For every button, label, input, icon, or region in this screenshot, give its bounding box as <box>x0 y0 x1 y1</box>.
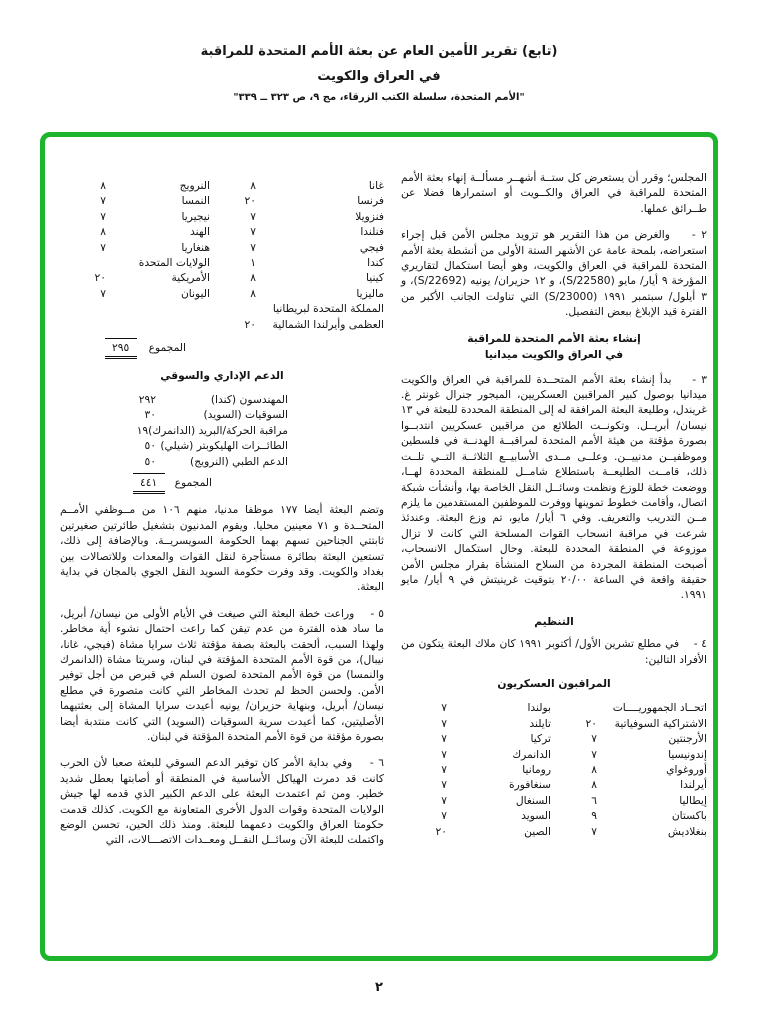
country-b-count: ٢٠ <box>435 824 447 838</box>
country-b-name: هنغاريا <box>181 240 210 254</box>
observers-table-row <box>401 793 707 808</box>
country-a-count: ٦ <box>591 793 597 807</box>
country-b-name: اليونان <box>180 286 210 300</box>
observers-table-row <box>401 777 707 792</box>
country-a-name: فنزويلا <box>355 209 384 223</box>
country-a-count: ٧ <box>250 240 256 254</box>
country-b-count: ٨ <box>100 179 106 192</box>
country-a-count: ٨ <box>250 179 256 192</box>
paragraph-2: ٢ - والغرض من هذا التقرير هو تزويد مجلس الأمن قبل إجراء استعراضه، بلمحة عامة عن الأشهر الستة الأولى من أنشطة بعثة الأمم المتحدة للمراقبة في العراق والكويت، وهو أيضا استكمال لتقاريري المؤرخة ٩ أيار/ مايو (S/22580)، و ١٢ حزيران/ يونيه (S/22692)، و ٣ أيلول/ سبتمبر ١٩٩١ (S/23000) التي تناولت الجانب الأكبر من الفترة قيد الإبلاغ ببعض التفصيل. <box>401 228 707 319</box>
observers-table-row <box>60 209 384 224</box>
country-a-count: ٩ <box>591 809 597 823</box>
section-heading-admin-support: الدعم الإداري والسوقي <box>160 369 284 383</box>
observers-table-row <box>60 301 384 316</box>
country-b-count: ٧ <box>441 778 447 792</box>
total-label: المجموع <box>174 475 212 489</box>
country-a-count: ٨ <box>250 271 256 285</box>
country-a-name: فرنسا <box>357 194 384 208</box>
header-title-line1: (تابع) تقرير الأمين العام عن بعثة الأمم المتحدة للمراقبة <box>200 44 558 59</box>
support-row <box>120 407 288 422</box>
country-b-count: ٧ <box>441 809 447 823</box>
country-a-name: اتحــاد الجمهوريــــات <box>612 701 707 715</box>
support-label: السوقيات (السويد) <box>203 408 288 422</box>
observers-table-part2 <box>60 178 384 359</box>
column-left <box>60 170 384 854</box>
observers-table-row <box>401 808 707 823</box>
country-b-count: ٧ <box>100 240 106 254</box>
country-a-count: ٧ <box>250 209 256 223</box>
country-b-name: سنغافورة <box>509 778 551 792</box>
column-right <box>401 170 707 839</box>
observers-table-row <box>60 286 384 301</box>
paragraph-3: ٣ - بدأ إنشاء بعثة الأمم المتحــدة للمراقبة في العراق والكويت ميدانيا بوصول كبير المراقبين العسكريين، الميجور جنرال غونتر غ. غريندل، وطليعة البعثة المرافقة له إلى المنطقة المحددة للبعثة في ١٣ نيسان/ أبريــل. وتكونــت الطلائع من مراقبين عسكريين انتدبــوا بصورة مؤقتة من هيئة الأمم المتحدة لمراقبــة الهدنــة في فلسطين وموظفيــن مدنييــن. وعلــى مــدى الأسابيــع الثلاثــة التــي تلــت ذلك، قامــت الطليعــة باستطلاع شامــل للمنطقة المحددة لهــا، ووضعت خطة للوزع ونظمت وسائــل النقل الخاصة بها، وأنشأت شبكة اتصال، وأقامت خطوط تموينها ووفرت للموظفين المستقدمين ما يلزم مــن التدريب والتعريف. وفي ٦ أيار/ مايو، تم وزع البعثة. وعندئذ شرعت في مراقبة انسحاب القوات المسلحة التي كانت لا تزال موزوعة في المنطقة المحددة للبعثة. وحال استكمال الانسحاب، أصبحت المنطقة المجردة من السلاح المنشأة بقرار مجلس الأمن حقيقة واقعة في الساعة ٢٠/٠٠ بتوقيت غرينيتش في ٩ أيار/ مايو ١٩٩١. <box>401 372 707 602</box>
country-a-name: بنغلاديش <box>667 824 707 838</box>
support-row <box>120 392 288 407</box>
observers-table-row <box>401 731 707 746</box>
country-a-count: ٢٠ <box>585 716 597 730</box>
section-heading-military-observers: المراقبون العسكريون <box>497 676 611 690</box>
observers-table-part1 <box>401 700 707 839</box>
observers-total-row <box>60 338 384 359</box>
country-b-count: ٨ <box>100 225 106 239</box>
country-b-count: ٧ <box>100 194 106 208</box>
page-number: ٢ <box>375 980 383 995</box>
support-label: مراقبة الحركة/البريد (الدانمرك) <box>148 423 288 437</box>
country-a-name: ماليزيا <box>356 286 384 300</box>
country-b-name: نيجيريا <box>181 209 210 223</box>
paragraph-4: ٤ - في مطلع تشرين الأول/ أكتوبر ١٩٩١ كان ملاك البعثة يتكون من الأفراد التالين: <box>401 637 707 666</box>
paragraph-5: ٥ - وراعت خطة البعثة التي صيغت في الأيام الأولى من نيسان/ أبريل، ما ساد هذه الفترة من عدم تيقن كما راعت احتمال نشوء أية مخاطر. ولهذا السبب، ألحقت بالبعثة بصفة مؤقتة ثلاث سرايا مشاة (فيجي، غانا، نيبال)، من قوة الأمم المتحدة المؤقتة في لبنان، وسريتا مشاة (الدانمرك والنمسا) من قوة الأمم المتحدة لصون السلم في قبرص من أجل توفير الأمن. ولحسن الحظ لم تحدث المخاطر التي كانت متصورة في مطلع نيسان/ أبريل، وبنهاية حزيران/ يونيه أعيدت سرايا المشاة إلى بعثتيهما الأصليتين، كما أعيدت سرية السوقيات (السويد) التي كانت منتدبة أيضا بصورة مؤقتة من قوة الأمم المتحدة المؤقتة في لبنان. <box>60 606 384 743</box>
country-b-name: النمسا <box>181 194 210 208</box>
paragraph-6: ٦ - وفي بداية الأمر كان توفير الدعم السوقي للبعثة صعبا لأن الحرب كانت قد دمرت الهياكل الأساسية في المنطقة أو أصابتها بعطل شديد خطير. ومن ثم اعتمدت البعثة على الدعم الكبير الذي قدمه لها جيش الولايات المتحدة وقوات الدول الأخرى المتعاونة مع الكويت. كذلك قدمت حكومتا العراق والكويت دعمهما للبعثة. ومنذ ذلك الحين، تحسن الوضع واكتملت للبعثة الآن وسائــل النقــل ومعــدات الاتصـــالات، التي <box>60 756 384 847</box>
country-b-name: تركيا <box>530 732 551 746</box>
support-total-row <box>120 473 288 494</box>
country-a-name: كينيا <box>365 271 384 285</box>
country-a-count: ٨ <box>591 763 597 776</box>
country-b-name: بولندا <box>527 701 551 715</box>
country-a-name: كندا <box>367 256 384 270</box>
country-b-count: ٧ <box>441 763 447 776</box>
country-b-name: النرويج <box>179 179 210 192</box>
country-b-count: ٧ <box>441 701 447 715</box>
country-b-count: ٧ <box>441 716 447 730</box>
country-a-name: الاشتراكية السوفياتية <box>614 716 707 730</box>
section-heading-organization: التنظيم <box>534 614 574 628</box>
support-count: ٥٠ <box>144 439 156 453</box>
support-count: ٢٩٢ <box>138 392 156 406</box>
country-b-name: الهند <box>190 225 210 239</box>
total-label: المجموع <box>148 341 186 355</box>
country-a-count: ٧ <box>250 225 256 239</box>
country-a-name: أوروغواي <box>666 763 707 776</box>
country-b-count: ٧ <box>441 732 447 746</box>
observers-table-row <box>60 240 384 255</box>
country-b-name: الدانمرك <box>512 747 551 761</box>
observers-table-row <box>401 762 707 777</box>
paragraph-civilian-staff: وتضم البعثة أيضا ١٧٧ موظفا مدنيا، منهم ١٠٦ من مــوظفي الأمــم المتحــدة و ٧١ معينين محليا. ويقوم المدنيون بتشغيل طائرتين صغيرتين ثابتتي الجناحين تسهم بهما الحكومة السويسريــة. وبالإضافة إلى ذلك، تستعين البعثة بطائرة مستأجرة لنقل القوات والمعدات وللاتصالات بين بغداد والكويت. وقد وفرت حكومة السويد النقل الجوي بالمجان في بداية البعثة. <box>60 503 384 594</box>
country-a-name: غانا <box>368 179 384 192</box>
country-a-name: فنلندا <box>360 225 384 239</box>
green-border-frame <box>40 132 718 961</box>
heading-establishment-line1: إنشاء بعثة الأمم المتحدة للمراقبة <box>467 331 641 345</box>
country-a-count: ١ <box>250 256 256 270</box>
country-a-count: ٧ <box>591 747 597 761</box>
heading-establishment-line2: في العراق والكويت ميدانيا <box>484 348 624 362</box>
observers-table-row <box>60 178 384 193</box>
country-a-name: إيطاليا <box>679 793 707 807</box>
observers-table-row <box>401 824 707 839</box>
support-row <box>120 454 288 469</box>
header-title-line2: في العراق والكويت <box>317 69 441 84</box>
observers-table-row <box>60 317 384 332</box>
observers-table-row <box>60 255 384 270</box>
country-a-name: أيرلندا <box>680 778 707 792</box>
country-a-count: ٢٠ <box>244 194 256 208</box>
country-b-name: الصين <box>524 824 551 838</box>
support-row <box>120 438 288 453</box>
country-b-count: ٧ <box>100 286 106 300</box>
page-header <box>0 44 758 103</box>
support-total-value: ٤٤١ <box>133 473 165 494</box>
country-b-count: ٧ <box>441 747 447 761</box>
country-a-name: المملكة المتحدة لبريطانيا <box>272 302 384 316</box>
country-b-count: ٧ <box>100 209 106 223</box>
observers-table-row <box>401 716 707 731</box>
support-count: ٥٠ <box>144 454 156 468</box>
observers-table-row <box>60 193 384 208</box>
support-label: الدعم الطبي (النرويج) <box>190 454 288 468</box>
country-b-name: السويد <box>521 809 551 823</box>
country-b-name: الأمريكية <box>171 271 210 285</box>
country-a-count: ٨ <box>591 778 597 792</box>
country-b-name: تايلند <box>529 716 551 730</box>
support-count: ٣٠ <box>144 408 156 422</box>
country-a-count: ٨ <box>250 286 256 300</box>
support-count: ١٩ <box>136 423 149 437</box>
country-b-name: الولايات المتحدة <box>138 256 210 270</box>
support-row <box>120 423 288 438</box>
country-a-name: الأرجنتين <box>668 732 707 746</box>
country-a-count: ٢٠ <box>244 317 256 331</box>
country-b-count: ٢٠ <box>94 271 106 285</box>
support-table <box>120 392 288 494</box>
country-b-count: ٧ <box>441 793 447 807</box>
section-heading-establishment <box>401 331 707 364</box>
country-b-name: السنغال <box>515 793 551 807</box>
country-a-name: باكستان <box>671 809 707 823</box>
observers-table-row <box>401 747 707 762</box>
observers-total-value: ٢٩٥ <box>105 338 137 359</box>
observers-table-row <box>401 700 707 715</box>
country-a-name: إندونيسيا <box>668 747 707 761</box>
observers-table-row <box>60 270 384 285</box>
support-label: المهندسون (كندا) <box>210 392 288 406</box>
country-a-name: فيجي <box>359 240 384 254</box>
paragraph-continuation: المجلس؛ وقرر أن يستعرض كل ستــة أشهــر مسألــة إنهاء بعثة الأمم المتحدة للمراقبة في العراق والكــويت أو استمرارها فضلا عن طــرائق عملها. <box>401 171 707 215</box>
country-a-name: العظمى وأيرلندا الشمالية <box>272 317 384 331</box>
support-label: الطائــرات الهليكوبتر (شيلي) <box>160 439 288 453</box>
country-a-count: ٧ <box>591 824 597 838</box>
country-b-name: رومانيا <box>522 763 551 776</box>
observers-table-row <box>60 224 384 239</box>
header-source-line: "الأمم المتحدة، سلسلة الكتب الزرقاء، مج ٩، ص ٣٢٣ ــ ٣٣٩" <box>233 92 525 103</box>
country-a-count: ٧ <box>591 732 597 746</box>
